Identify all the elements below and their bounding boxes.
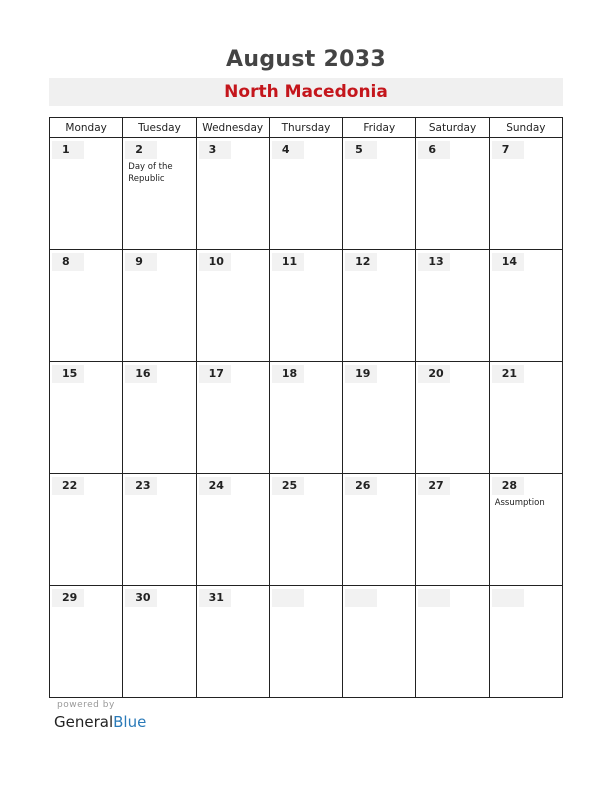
calendar-day-cell[interactable] [269, 138, 342, 250]
day-number: 10 [208, 255, 224, 268]
calendar-week-row [50, 586, 563, 698]
calendar-body [50, 138, 563, 698]
calendar-day-cell[interactable] [489, 586, 562, 698]
weekday-header: Friday [343, 118, 416, 138]
weekday-header: Saturday [416, 118, 489, 138]
day-number: 24 [208, 479, 224, 492]
weekday-header: Sunday [489, 118, 562, 138]
calendar-day-cell[interactable] [489, 474, 562, 586]
day-number: 5 [355, 143, 363, 156]
calendar-week-row [50, 474, 563, 586]
calendar-day-cell[interactable] [196, 138, 269, 250]
calendar-day-cell[interactable] [50, 138, 123, 250]
calendar-day-cell[interactable] [50, 362, 123, 474]
day-number: 18 [281, 367, 298, 380]
day-number: 12 [355, 255, 371, 268]
country-name: North Macedonia [224, 82, 388, 102]
day-number: 7 [501, 143, 510, 156]
calendar-day-cell[interactable] [269, 362, 342, 474]
calendar-day-cell[interactable] [123, 362, 196, 474]
calendar-day-cell[interactable] [416, 586, 489, 698]
day-number-box [272, 589, 304, 607]
day-number: 9 [135, 255, 143, 268]
country-banner [49, 78, 563, 106]
calendar-day-cell[interactable] [50, 474, 123, 586]
day-number-box [418, 589, 450, 607]
calendar-day-cell[interactable] [123, 474, 196, 586]
calendar-day-cell[interactable] [416, 362, 489, 474]
calendar-week-row [50, 250, 563, 362]
day-number: 16 [135, 367, 151, 380]
day-number: 3 [208, 143, 217, 156]
day-number: 30 [135, 591, 151, 604]
day-number: 27 [428, 479, 444, 492]
brand-blue: Blue [113, 713, 147, 731]
day-number: 2 [135, 143, 143, 156]
day-number: 17 [208, 367, 224, 380]
day-number: 13 [428, 255, 444, 268]
day-number: 22 [62, 479, 78, 492]
calendar-day-cell[interactable] [196, 250, 269, 362]
weekday-header: Wednesday [196, 118, 269, 138]
brand-general: General [54, 713, 114, 731]
calendar-grid [49, 117, 563, 698]
calendar-day-cell[interactable] [343, 250, 416, 362]
day-number: 31 [208, 591, 224, 604]
day-number: 8 [62, 255, 70, 268]
calendar-day-cell[interactable] [489, 138, 562, 250]
day-number: 19 [355, 367, 371, 380]
calendar-day-cell[interactable] [489, 362, 562, 474]
day-number-box [345, 589, 377, 607]
day-number: 21 [501, 367, 517, 380]
day-number: 23 [135, 479, 151, 492]
day-number: 11 [281, 255, 298, 268]
day-number: 6 [428, 143, 437, 156]
day-number: 28 [501, 479, 517, 492]
calendar-day-cell[interactable] [123, 250, 196, 362]
day-number: 20 [428, 367, 444, 380]
calendar-day-cell[interactable] [343, 138, 416, 250]
calendar-day-cell[interactable] [196, 586, 269, 698]
calendar-day-cell[interactable] [489, 250, 562, 362]
page-title: August 2033 [226, 47, 386, 72]
day-number: 4 [281, 143, 290, 156]
day-number: 15 [62, 367, 78, 380]
calendar-day-cell[interactable] [123, 586, 196, 698]
calendar-day-cell[interactable] [343, 586, 416, 698]
day-number: 26 [355, 479, 371, 492]
brand-logo[interactable] [54, 713, 146, 731]
calendar-day-cell[interactable] [50, 586, 123, 698]
calendar-day-cell[interactable] [416, 474, 489, 586]
calendar-day-cell[interactable] [123, 138, 196, 250]
weekday-header: Monday [50, 118, 123, 138]
calendar-day-cell[interactable] [343, 474, 416, 586]
day-number: 14 [501, 255, 517, 268]
day-number: 25 [281, 479, 298, 492]
calendar-day-cell[interactable] [196, 362, 269, 474]
calendar-day-cell[interactable] [50, 250, 123, 362]
calendar-day-cell[interactable] [416, 250, 489, 362]
day-number: 29 [62, 591, 78, 604]
holiday-label: Assumption [494, 498, 545, 508]
holiday-label: Day of the Republic [128, 162, 173, 184]
calendar-day-cell[interactable] [196, 474, 269, 586]
calendar-day-cell[interactable] [269, 586, 342, 698]
calendar-day-cell[interactable] [343, 362, 416, 474]
powered-by-text: powered by [57, 700, 115, 710]
weekday-header-row [50, 118, 563, 138]
day-number: 1 [62, 143, 70, 156]
calendar-day-cell[interactable] [416, 138, 489, 250]
weekday-header: Tuesday [123, 118, 196, 138]
calendar-week-row [50, 138, 563, 250]
day-number-box [492, 589, 524, 607]
calendar-day-cell[interactable] [269, 474, 342, 586]
calendar-day-cell[interactable] [269, 250, 342, 362]
calendar-week-row [50, 362, 563, 474]
weekday-header: Thursday [269, 118, 342, 138]
